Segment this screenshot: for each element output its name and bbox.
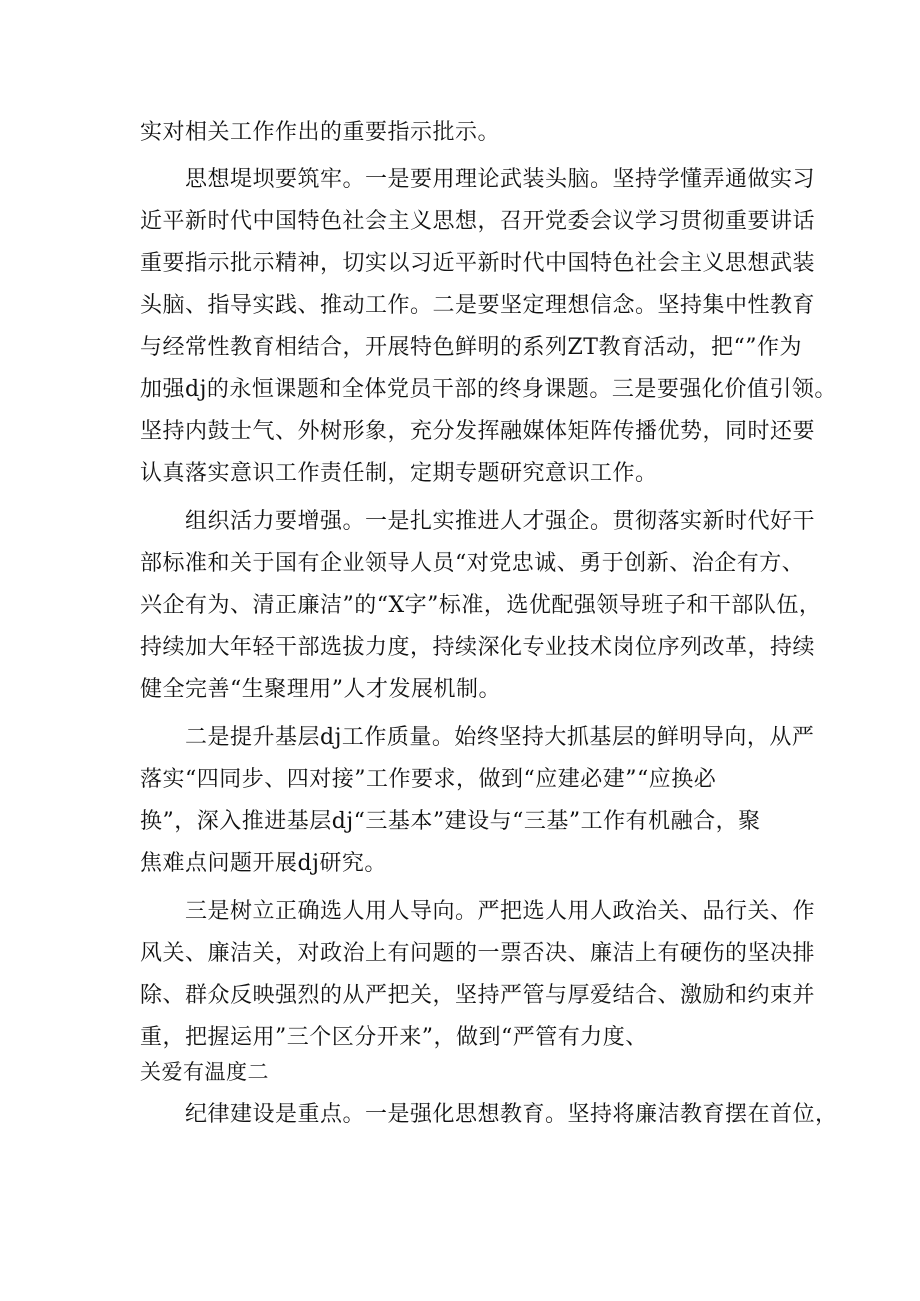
text-line: 关爱有温度二 xyxy=(140,1060,269,1084)
text-line: 焦难点问题开展dj研究。 xyxy=(140,851,387,876)
text-line: 近平新时代中国特色社会主义思想，召开党委会议学习贯彻重要讲话 xyxy=(140,209,816,234)
text-line: 除、群众反映强烈的从严把关，坚持严管与厚爱结合、激励和约束并 xyxy=(140,983,816,1008)
text-line: 部标准和关于国有企业领导人员“对党忠诚、勇于创新、治企有方、 xyxy=(140,551,805,576)
paragraph-first-line: 纪律建设是重点。一是强化思想教育。坚持将廉洁教育摆在首位， xyxy=(185,1102,838,1127)
paragraph-first-line: 思想堤坝要筑牢。一是要用理论武装头脑。坚持学懂弄通做实习 xyxy=(185,167,816,192)
text-line: 认真落实意识工作责任制，定期专题研究意识工作。 xyxy=(140,461,658,486)
text-line: 重要指示批示精神，切实以习近平新时代中国特色社会主义思想武装 xyxy=(140,251,816,276)
text-line: 坚持内鼓士气、外树形象，充分发挥融媒体矩阵传播优势，同时还要 xyxy=(140,419,816,444)
text-line: 换”，深入推进基层dj“三基本”建设与“三基”工作有机融合，聚 xyxy=(140,809,761,834)
text-line: 落实“四同步、四对接”工作要求，做到“应建必建”“应换必 xyxy=(140,767,717,792)
text-line: 兴企有为、清正廉洁”的“X字”标准，选优配强领导班子和干部队伍， xyxy=(140,593,822,618)
text-line: 加强dj的永恒课题和全体党员干部的终身课题。三是要强化价值引领。 xyxy=(140,377,837,402)
text-line: 健全完善“生聚理用”人才发展机制。 xyxy=(140,677,501,702)
text-line: 风关、廉洁关，对政治上有问题的一票否决、廉洁上有硬伤的坚决排 xyxy=(140,941,816,966)
paragraph-first-line: 三是树立正确选人用人导向。严把选人用人政治关、品行关、作 xyxy=(185,899,816,924)
text-line: 持续加大年轻干部选拔力度，持续深化专业技术岗位序列改革，持续 xyxy=(140,635,816,660)
text-line: 头脑、指导实践、推动工作。二是要坚定理想信念。坚持集中性教育 xyxy=(140,293,816,318)
text-line: 与经常性教育相结合，开展特色鲜明的系列ZT教育活动，把“”作为 xyxy=(140,335,802,360)
text-line: 实对相关工作作出的重要指示批示。 xyxy=(140,120,501,145)
paragraph-first-line: 组织活力要增强。一是扎实推进人才强企。贯彻落实新时代好干 xyxy=(185,509,816,534)
text-line: 重，把握运用”三个区分开来”，做到“严管有力度、 xyxy=(140,1025,648,1050)
paragraph-first-line: 二是提升基层dj工作质量。始终坚持大抓基层的鲜明导向，从严 xyxy=(185,725,815,750)
